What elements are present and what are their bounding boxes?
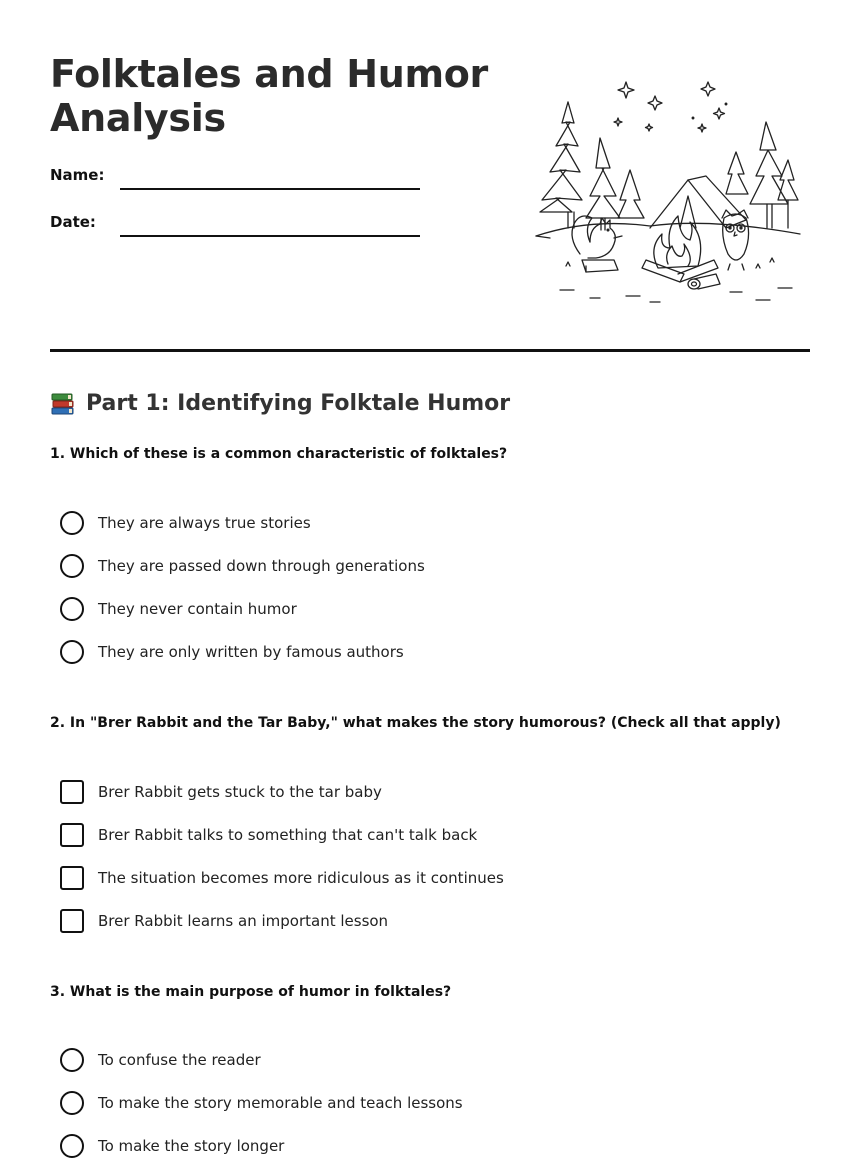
option-label: They are only written by famous authors bbox=[98, 643, 404, 661]
radio-button[interactable] bbox=[60, 1134, 84, 1158]
option-label: Brer Rabbit learns an important lesson bbox=[98, 912, 389, 930]
name-line[interactable] bbox=[120, 188, 420, 190]
title-line-2: Analysis bbox=[50, 96, 226, 140]
option-label: Brer Rabbit talks to something that can't talk back bbox=[98, 826, 478, 844]
radio-button[interactable] bbox=[60, 511, 84, 535]
date-label: Date: bbox=[50, 213, 96, 231]
q2-option-4[interactable] bbox=[60, 908, 760, 934]
option-label: To confuse the reader bbox=[98, 1051, 261, 1069]
q1-option-1[interactable] bbox=[60, 510, 760, 536]
books-icon bbox=[50, 391, 76, 417]
q2-option-2[interactable] bbox=[60, 822, 760, 848]
q3-option-1[interactable] bbox=[60, 1047, 760, 1073]
radio-button[interactable] bbox=[60, 554, 84, 578]
option-label: They never contain humor bbox=[98, 600, 297, 618]
worksheet-title bbox=[50, 52, 510, 140]
q3-option-3[interactable] bbox=[60, 1133, 760, 1159]
checkbox[interactable] bbox=[60, 780, 84, 804]
option-label: They are passed down through generations bbox=[98, 557, 425, 575]
campfire-forest-illustration bbox=[530, 78, 810, 308]
q1-option-2[interactable] bbox=[60, 553, 760, 579]
name-field[interactable] bbox=[50, 160, 420, 190]
radio-button[interactable] bbox=[60, 1091, 84, 1115]
question-3: 3. What is the main purpose of humor in folktales? bbox=[50, 984, 452, 1000]
part1-title bbox=[50, 388, 510, 420]
q1-option-3[interactable] bbox=[60, 596, 760, 622]
date-line[interactable] bbox=[120, 235, 420, 237]
option-label: They are always true stories bbox=[98, 514, 311, 532]
q1-option-4[interactable] bbox=[60, 639, 760, 665]
checkbox[interactable] bbox=[60, 866, 84, 890]
option-label: Brer Rabbit gets stuck to the tar baby bbox=[98, 783, 382, 801]
option-label: To make the story memorable and teach lessons bbox=[98, 1094, 463, 1112]
radio-button[interactable] bbox=[60, 640, 84, 664]
section-divider bbox=[50, 349, 810, 352]
part1-title-text: Part 1: Identifying Folktale Humor bbox=[86, 391, 511, 416]
date-field[interactable] bbox=[50, 207, 420, 237]
checkbox[interactable] bbox=[60, 823, 84, 847]
question-1: 1. Which of these is a common characteristic of folktales? bbox=[50, 446, 508, 462]
radio-button[interactable] bbox=[60, 597, 84, 621]
checkbox[interactable] bbox=[60, 909, 84, 933]
radio-button[interactable] bbox=[60, 1048, 84, 1072]
q2-option-3[interactable] bbox=[60, 865, 760, 891]
title-line-1: Folktales and Humor bbox=[50, 52, 488, 96]
name-label: Name: bbox=[50, 166, 105, 184]
option-label: To make the story longer bbox=[98, 1137, 285, 1155]
q2-option-1[interactable] bbox=[60, 779, 760, 805]
question-2: 2. In "Brer Rabbit and the Tar Baby," what makes the story humorous? (Check all that apply) bbox=[50, 715, 781, 731]
option-label: The situation becomes more ridiculous as it continues bbox=[98, 869, 504, 887]
q3-option-2[interactable] bbox=[60, 1090, 760, 1116]
